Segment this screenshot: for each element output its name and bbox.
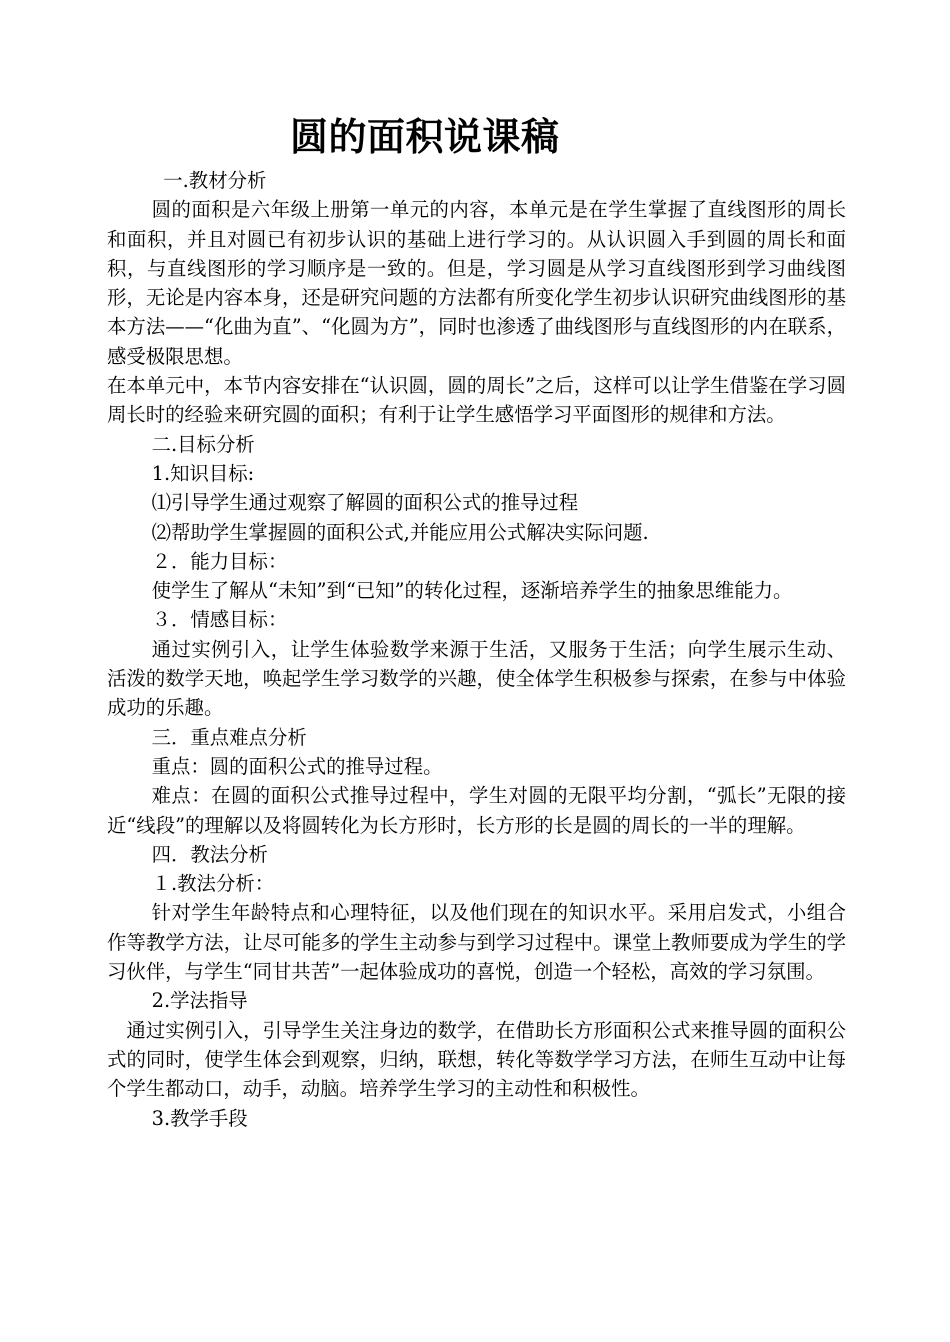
paragraph: 圆的面积是六年级上册第一单元的内容，本单元是在学生掌握了直线图形的周长和面积，并且对圆已有初步认识的基础上进行学习的。从认识圆入手到圆的周长和面积，与直线图形的学习顺序是一致的。但是，学习圆是从学习直线图形到学习曲线图形，无论是内容本身，还是研究问题的方法都有所变化学生初步认识研究曲线图形的基本方法——“化曲为直”、“化圆为方”，同时也渗透了曲线图形与直线图形的内在联系，感受极限思想。: [107, 198, 846, 368]
paragraph: 使学生了解从“未知”到“已知”的转化过程，逐渐培养学生的抽象思维能力。: [151, 579, 793, 603]
paragraph: 难点：在圆的面积公式推导过程中，学生对圆的无限平均分割，“弧长”无限的接近“线段”的理解以及将圆转化为长方形时，长方形的长是圆的周长的一半的理解。: [107, 784, 846, 837]
paragraph: 针对学生年龄特点和心理特征，以及他们现在的知识水平。采用启发式，小组合作等教学方法，让尽可能多的学生主动参与到学习过程中。课堂上教师要成为学生的学习伙伴，与学生“同甘共苦”一起体验成功的喜悦，创造一个轻松，高效的学习氛围。: [107, 901, 846, 984]
document-title: 圆的面积说课稿: [290, 115, 560, 159]
document-body: [107, 166, 846, 1133]
paragraph: ２．能力目标：: [151, 549, 288, 573]
paragraph: 一.教材分析: [163, 169, 267, 192]
paragraph: 1.知识目标:: [151, 461, 255, 485]
paragraph: 通过实例引入，让学生体验数学来源于生活，又服务于生活；向学生展示生动、活泼的数学天地，唤起学生学习数学的兴趣，使全体学生积极参与探索，在参与中体验成功的乐趣。: [107, 637, 846, 720]
paragraph: １.教法分析：: [151, 872, 275, 896]
paragraph: 三．重点难点分析: [151, 725, 307, 749]
paragraph: ⑴引导学生通过观察了解圆的面积公式的推导过程: [151, 491, 579, 515]
paragraph: ⑵帮助学生掌握圆的面积公式,并能应用公式解决实际问题.: [151, 520, 649, 544]
paragraph: 在本单元中，本节内容安排在“认识圆，圆的周长”之后，这样可以让学生借鉴在学习圆周长时的经验来研究圆的面积；有利于让学生感悟学习平面图形的规律和方法。: [107, 374, 846, 427]
paragraph: ３．情感目标：: [151, 608, 288, 632]
paragraph: 2.学法指导: [151, 989, 248, 1013]
paragraph: 重点：圆的面积公式的推导过程。: [151, 754, 443, 778]
paragraph: 四．教法分析: [151, 842, 268, 866]
paragraph: 通过实例引入，引导学生关注身边的数学，在借助长方形面积公式来推导圆的面积公式的同时，使学生体会到观察，归纳，联想，转化等数学学习方法，在师生互动中让每个学生都动口，动手，动脑。培养学生学习的主动性和积极性。: [107, 1018, 846, 1101]
paragraph: 3.教学手段: [151, 1106, 248, 1130]
paragraph: 二.目标分析: [151, 432, 255, 456]
